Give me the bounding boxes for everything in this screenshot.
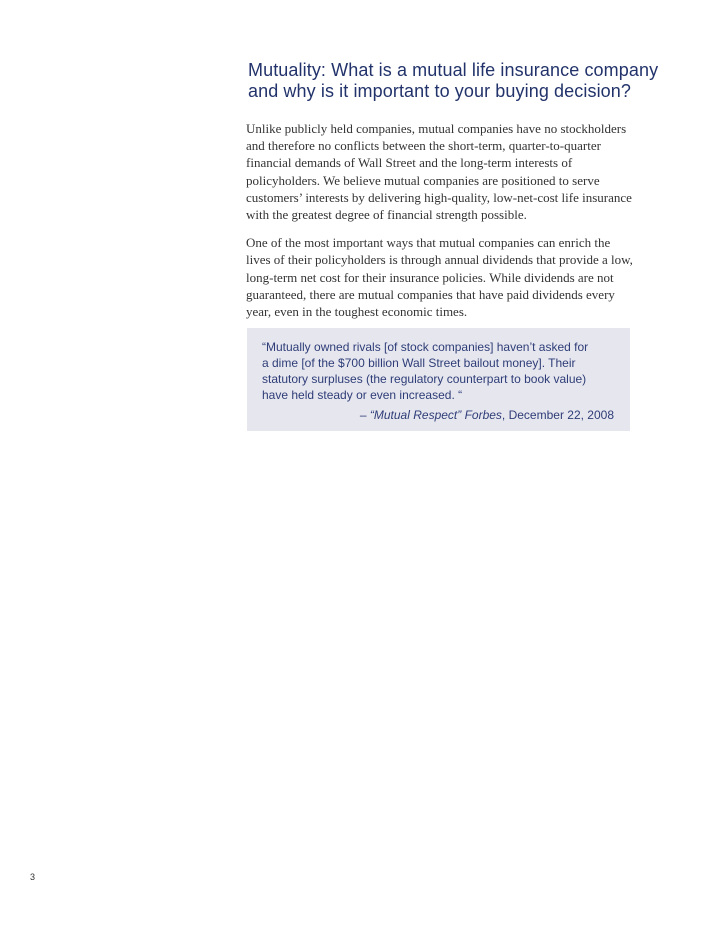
- page-number: 3: [30, 872, 36, 882]
- quote-line: have held steady or even increased. “: [262, 388, 463, 402]
- main-content: [246, 60, 659, 320]
- paragraph-line: Unlike publicly held companies, mutual companies have no stockholders: [246, 121, 627, 136]
- paragraph-line: year, even in the toughest economic times.: [246, 304, 468, 320]
- paragraph-line: policyholders. We believe mutual companies are positioned to serve: [246, 172, 600, 188]
- heading-line: and why is it important to your buying decision?: [248, 81, 632, 101]
- quote-line: a dime [of the $700 billion Wall Street bailout money]. Their: [262, 356, 576, 370]
- paragraph-mutual-companies: [246, 120, 646, 223]
- paragraph-line: One of the most important ways that mutual companies can enrich the: [246, 235, 611, 251]
- paragraph-line: with the greatest degree of financial strength possible.: [246, 207, 527, 223]
- quote-line: “Mutually owned rivals [of stock companies] haven’t asked for: [262, 340, 589, 354]
- quote-line: statutory surpluses (the regulatory counterpart to book value): [262, 372, 587, 386]
- quote-attribution: [360, 407, 614, 423]
- attribution-source: “Mutual Respect” Forbes: [369, 408, 502, 422]
- paragraph-line: financial demands of Wall Street and the long-term interests of: [246, 155, 573, 171]
- heading-line: Mutuality: What is a mutual life insurance company: [248, 60, 659, 80]
- paragraph-line: lives of their policyholders is through annual dividends that provide a low,: [246, 252, 633, 268]
- section-heading: [248, 60, 659, 102]
- attribution-dash: –: [359, 408, 370, 422]
- paragraph-dividends: [246, 234, 646, 320]
- pull-quote-box: [247, 328, 630, 431]
- paragraph-line: guaranteed, there are mutual companies that have paid dividends every: [246, 286, 615, 302]
- pull-quote-text: [262, 339, 588, 403]
- paragraph-line: long-term net cost for their insurance policies. While dividends are not: [246, 269, 614, 285]
- paragraph-line: customers’ interests by delivering high-quality, low-net-cost life insurance: [246, 189, 632, 205]
- attribution-date: , December 22, 2008: [501, 408, 614, 422]
- paragraph-line: and therefore no conflicts between the short-term, quarter-to-quarter: [246, 138, 601, 154]
